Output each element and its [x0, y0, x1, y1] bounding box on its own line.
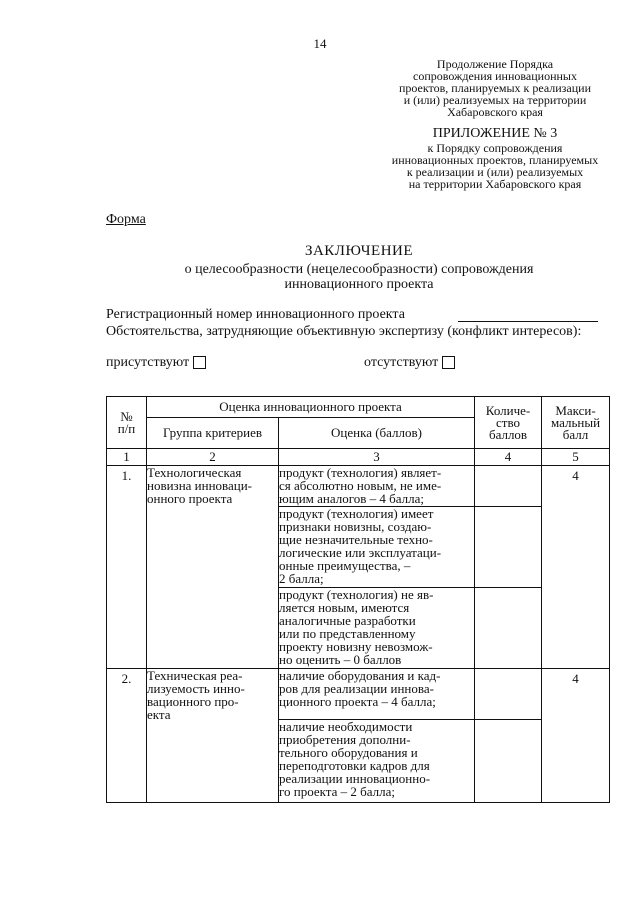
- option-present-label: присутствуют: [106, 355, 190, 370]
- index-cell: 5: [542, 449, 610, 466]
- option-absent-checkbox[interactable]: [442, 356, 455, 369]
- score-option: [279, 466, 475, 507]
- score-count-cell[interactable]: [475, 669, 542, 720]
- form-label: Форма: [106, 212, 146, 227]
- option-line: реализации инновационно-: [279, 771, 431, 786]
- note-line: проектов, планируемых к реализации: [398, 81, 592, 95]
- score-option: [279, 588, 475, 669]
- score-option: [279, 507, 475, 588]
- criteria-line: вационного про-: [147, 694, 239, 709]
- header-score: Оценка (баллов): [279, 418, 475, 449]
- header-num: [107, 397, 147, 449]
- option-line: тельного оборудования и: [279, 745, 418, 760]
- option-line: или по представленному: [279, 626, 416, 641]
- table-row: [107, 466, 610, 507]
- page-number: 14: [313, 36, 327, 51]
- table-row: [107, 669, 610, 720]
- score-count-cell[interactable]: [475, 720, 542, 803]
- option-present-checkbox[interactable]: [193, 356, 206, 369]
- document-title: ЗАКЛЮЧЕНИЕ: [304, 243, 414, 259]
- appendix-note: [380, 142, 610, 190]
- option-line: аналогичные разработки: [279, 613, 416, 628]
- score-count-cell[interactable]: [475, 466, 542, 507]
- max-score: 4: [542, 466, 610, 669]
- appendix-title: ПРИЛОЖЕНИЕ № 3: [432, 126, 558, 141]
- option-line: проекту новизну невозмож-: [279, 639, 433, 654]
- header-max-line: мальный: [550, 414, 601, 430]
- option-line: наличие оборудования и кад-: [279, 668, 441, 683]
- score-count-cell[interactable]: [475, 507, 542, 588]
- option-line: ров для реализации иннова-: [279, 681, 434, 696]
- criteria-line: лизуемость инно-: [147, 681, 245, 696]
- criteria-line: Техническая реа-: [147, 668, 243, 683]
- criteria-line: онного проекта: [147, 491, 233, 506]
- index-cell: 4: [475, 449, 542, 466]
- continuation-note: [380, 58, 610, 118]
- option-absent-label: отсутствуют: [364, 355, 439, 370]
- option-line: продукт (технология) имеет: [279, 506, 434, 521]
- header-num-line: п/п: [117, 420, 136, 436]
- index-cell: 2: [147, 449, 279, 466]
- conflict-of-interest-label: Обстоятельства, затрудняющие объективную экспертизу (конфликт интересов):: [106, 324, 582, 339]
- index-row: [107, 449, 610, 466]
- subtitle-line: инновационного проекта: [284, 277, 434, 292]
- note-line: Продолжение Порядка: [436, 57, 554, 71]
- score-option: [279, 669, 475, 720]
- header-count-line: ство: [496, 414, 521, 430]
- index-cell: 1: [107, 449, 147, 466]
- option-present: [106, 355, 206, 371]
- option-line: щие незначительные техно-: [279, 532, 433, 547]
- header-assessment: Оценка инновационного проекта: [147, 397, 475, 418]
- row-number: 1.: [107, 466, 147, 669]
- document-subtitle: [0, 262, 640, 292]
- registration-number-label: Регистрационный номер инновационного проекта: [106, 307, 405, 322]
- header-count-line: баллов: [488, 426, 528, 442]
- note-line: на территории Хабаровского края: [408, 177, 582, 191]
- max-score: 4: [542, 669, 610, 803]
- note-line: инновационных проектов, планируемых: [391, 153, 599, 167]
- score-count-cell[interactable]: [475, 588, 542, 669]
- registration-number-field[interactable]: [458, 321, 598, 322]
- header-count-line: Количе-: [485, 402, 531, 418]
- note-line: к Порядку сопровождения: [427, 141, 563, 155]
- note-line: Хабаровского края: [447, 105, 543, 119]
- header-max-line: Макси-: [555, 402, 596, 418]
- option-line: но оценить – 0 баллов: [279, 652, 402, 667]
- row-number: 2.: [107, 669, 147, 803]
- header-num-line: №: [120, 408, 133, 424]
- header-group: Группа критериев: [147, 418, 279, 449]
- header-max: [542, 397, 610, 449]
- option-line: приобретения дополни-: [279, 732, 411, 747]
- note-line: сопровождения инновационных: [413, 69, 577, 83]
- criteria-group: [147, 669, 279, 803]
- option-line: онные преимущества, –: [279, 558, 411, 573]
- option-line: продукт (технология) являет-: [279, 465, 442, 480]
- index-cell: 3: [279, 449, 475, 466]
- subtitle-line: о целесообразности (нецелесообразности) сопровождения: [184, 262, 534, 277]
- option-line: признаки новизны, создаю-: [279, 519, 432, 534]
- header-count: [475, 397, 542, 449]
- header-max-line: балл: [562, 426, 589, 442]
- criteria-line: Технологическая: [147, 465, 242, 480]
- option-line: ющим аналогов – 4 балла;: [279, 491, 425, 506]
- option-line: 2 балла;: [279, 571, 324, 586]
- assessment-table: [106, 396, 610, 803]
- option-line: го проекта – 2 балла;: [279, 784, 396, 799]
- option-line: переподготовки кадров для: [279, 758, 430, 773]
- option-line: наличие необходимости: [279, 719, 413, 734]
- score-option: [279, 720, 475, 803]
- note-line: и (или) реализуемых на территории: [403, 93, 587, 107]
- option-absent: [364, 355, 455, 371]
- option-line: логические или эксплуатаци-: [279, 545, 442, 560]
- option-line: ционного проекта – 4 балла;: [279, 694, 436, 709]
- note-line: к реализации и (или) реализуемых: [406, 165, 584, 179]
- criteria-line: новизна инноваци-: [147, 478, 253, 493]
- criteria-line: екта: [147, 707, 171, 722]
- option-line: продукт (технология) не яв-: [279, 587, 434, 602]
- criteria-group: [147, 466, 279, 669]
- option-line: ся абсолютно новым, не име-: [279, 478, 442, 493]
- option-line: ляется новым, имеются: [279, 600, 410, 615]
